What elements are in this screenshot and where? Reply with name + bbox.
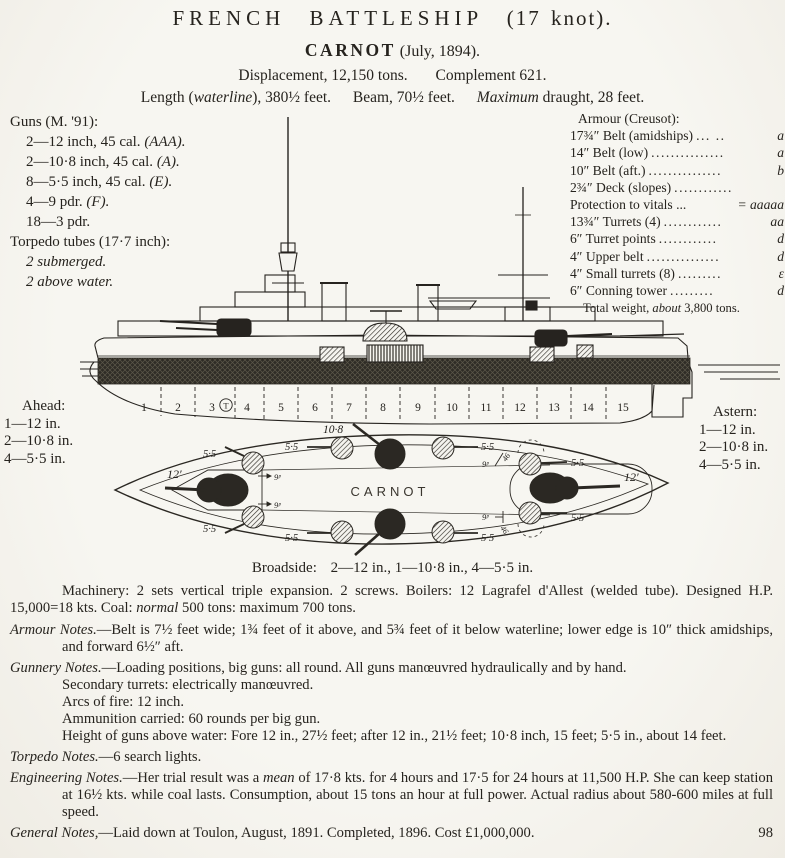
- series-speed: (17 knot).: [506, 6, 613, 30]
- fore-mast: [272, 117, 304, 321]
- secondary-gun-label: 5·5: [203, 524, 217, 535]
- gunnery-note-line: Arcs of fire: 12 inch.: [62, 694, 184, 710]
- aft-mast: [498, 187, 548, 321]
- hull-section-number: 12: [514, 402, 526, 414]
- engineering-notes-title: Engineering Notes.: [10, 770, 123, 786]
- armour-row: 4″ Upper belt ............... d: [570, 248, 784, 264]
- top-108-turret: [353, 424, 405, 469]
- hull-section-number: 2: [175, 402, 181, 414]
- plan-ship-name: CARNOT: [350, 484, 430, 499]
- armour-row: Protection to vitals ... = aaaaa: [570, 197, 784, 213]
- nine-pdr-label: 9ᵖ: [274, 500, 281, 510]
- armour-notes: Armour Notes.—Belt is 7½ feet wide; 1¾ feet of it above, and 5¾ feet of it below waterline; lower edge is 10″ thick amidships, and forward 6½″ aft.: [10, 622, 773, 655]
- beam: Beam, 70½ feet.: [352, 89, 455, 106]
- torpedo-item: 2 submerged.: [26, 254, 107, 270]
- secondary-gun-label: 5·5: [285, 442, 299, 453]
- ship-heading: [0, 40, 785, 61]
- hull-section-number: 5: [278, 402, 284, 414]
- secondary-gun-label: 5·5: [285, 533, 299, 544]
- svg-text:T: T: [223, 400, 229, 411]
- bow-gun-label: 12′: [167, 467, 182, 481]
- page-number: 98: [758, 825, 773, 841]
- nine-pdr-label: 9ᵖ: [482, 459, 489, 469]
- broadside-label: Broadside:: [251, 560, 317, 576]
- torpedo-notes: Torpedo Notes.—6 search lights.: [10, 749, 202, 765]
- hull-section-number: 1: [141, 402, 147, 414]
- secondary-gun-label: 5·5: [203, 449, 217, 460]
- hull-section-number: 8: [380, 402, 386, 414]
- armour-total-weight: Total weight, about 3,800 tons.: [583, 301, 740, 316]
- nine-pdr-label: 9ᵖ: [482, 512, 489, 522]
- armour-row: 10″ Belt (aft.) ............... b: [570, 162, 784, 178]
- hull-section-number: 9: [415, 402, 421, 414]
- ahead-item: 1—12 in.: [4, 415, 61, 432]
- hull-section-number: 10: [446, 402, 458, 414]
- torpedo-item: 2 above water.: [26, 274, 114, 290]
- ahead-item: 4—5·5 in.: [4, 450, 66, 467]
- arc-of-fire-label: 46: [498, 523, 511, 536]
- broadside-line: [0, 560, 785, 577]
- gunnery-notes: Gunnery Notes.—Loading positions, big guns: all round. All guns manœuvred hydraulically and by hand. Secondary turrets: electrically manœuvred. Arcs of fire: 12 inch. Ammunition carried: 60 rounds per big gun. Height of guns above water: Fore 12 in., 27½ feet; after 12 in., 21½ feet; 10·8 inch, 15 feet; 5·5 in., about 14 feet.: [10, 660, 773, 745]
- torpedo-notes-title: Torpedo Notes.: [10, 749, 99, 765]
- deck-plan-drawing: [110, 420, 675, 558]
- armour-row: 13¾″ Turrets (4) ............ aa: [570, 214, 784, 230]
- torpedo-heading: Torpedo tubes (17·7 inch):: [10, 234, 171, 250]
- nine-pdr-label: 9ᵖ: [274, 472, 281, 482]
- gun-item: 4—9 pdr. (F).: [26, 194, 110, 210]
- midship-turret: [363, 311, 407, 341]
- profile-drawing: [80, 115, 785, 430]
- secondary-gun-label: 5·5: [571, 513, 585, 524]
- astern-heading: Astern:: [713, 404, 758, 420]
- gunnery-note-line: Secondary turrets: electrically manœuvred.: [62, 677, 314, 693]
- funnels: [320, 283, 440, 321]
- armour-row: 17¾″ Belt (amidships) ... .. a: [570, 128, 784, 144]
- hull-section-number: 7: [346, 402, 352, 414]
- hull-section-numbers: [141, 402, 629, 414]
- ship-date: (July, 1894).: [399, 43, 481, 60]
- header: [0, 6, 785, 107]
- general-notes-title: General Notes,: [10, 825, 99, 841]
- arc-of-fire-label: 46: [500, 451, 513, 464]
- armour-row: 4″ Small turrets (8) ......... ε: [570, 265, 784, 281]
- hull-section-number: 6: [312, 402, 318, 414]
- gun-item: 18—3 pdr.: [26, 214, 91, 230]
- complement: Complement 621.: [435, 67, 547, 84]
- secondary-gun-label: 5·5: [571, 458, 585, 469]
- hull-section-number: 3: [209, 402, 215, 414]
- broadside-value: 2—12 in., 1—10·8 in., 4—5·5 in.: [330, 560, 534, 576]
- armour-row: 6″ Conning tower ......... d: [570, 283, 784, 299]
- length: Length (waterline), 380½ feet.: [140, 89, 332, 106]
- hull-section-number: 15: [617, 402, 629, 414]
- astern-item: 1—12 in.: [699, 421, 756, 438]
- stats-line: [0, 67, 785, 85]
- armour-notes-title: Armour Notes.: [10, 622, 97, 638]
- gun-item: 2—12 inch, 45 cal. (AAA).: [26, 134, 186, 150]
- armour-heading: Armour (Creusot):: [578, 111, 680, 126]
- hull-section-number: 14: [582, 402, 594, 414]
- armour-row: 2¾″ Deck (slopes) ............: [570, 179, 733, 195]
- hull-section-number: 13: [548, 402, 560, 414]
- stern-gun-label: 12′: [624, 470, 639, 484]
- top-gun-label: 10·8: [323, 424, 344, 436]
- gunnery-note-line: Ammunition carried: 60 rounds per big gun.: [62, 711, 321, 727]
- machinery-paragraph: Machinery: 2 sets vertical triple expansion. 2 screws. Boilers: 12 Lagrafel d'Allest (welded tube). Designed H.P. 15,000=18 kts. Coal: normal 500 tons: maximum 700 tons.: [10, 583, 773, 616]
- general-notes: General Notes,—Laid down at Toulon, August, 1891. Completed, 1896. Cost £1,000,000. 98: [10, 825, 773, 841]
- gun-item: 2—10·8 inch, 45 cal. (A).: [26, 154, 180, 170]
- stern-12in-turret: [530, 473, 620, 503]
- displacement: Displacement, 12,150 tons.: [238, 67, 408, 84]
- page-title: [0, 6, 785, 31]
- gunnery-notes-title: Gunnery Notes.: [10, 660, 102, 676]
- series-title: FRENCH BATTLESHIP: [172, 6, 483, 30]
- draught: Maximum draught, 28 feet.: [476, 89, 645, 106]
- secondary-gun-label: 5·5: [481, 533, 495, 544]
- hull-section-number: 11: [480, 402, 492, 414]
- armour-row: 14″ Belt (low) ............... a: [570, 145, 784, 161]
- armour-row: 6″ Turret points ............ d: [570, 231, 784, 247]
- ahead-heading: Ahead:: [22, 398, 66, 414]
- gun-item: 8—5·5 inch, 45 cal. (E).: [26, 174, 173, 190]
- notes-section: [10, 583, 773, 842]
- secondary-gun-label: 5·5: [481, 442, 495, 453]
- bottom-108-turret: [355, 509, 405, 555]
- guns-heading: Guns (M. '91):: [10, 114, 99, 130]
- astern-fire-list: [699, 404, 768, 474]
- gunnery-note-line: Height of guns above water: Fore 12 in., 27½ feet; after 12 in., 21½ feet; 10·8 inch, 15 feet; 5·5 in., about 14 feet.: [62, 728, 727, 744]
- ahead-fire-list: [4, 398, 73, 468]
- t-marker: [220, 399, 232, 411]
- dimensions-line: [0, 89, 785, 107]
- engineering-notes: Engineering Notes.—Her trial result was a mean of 17·8 kts. for 4 hours and 17·5 for 24 hours at 11,500 H.P. She can keep station at 16½ kts. while coal lasts. Consumption, about 15 tons an hour at full power. Actual radius about 580-600 miles at full speed.: [10, 770, 773, 820]
- hull-section-number: 4: [244, 402, 250, 414]
- ahead-item: 2—10·8 in.: [4, 433, 74, 449]
- astern-item: 2—10·8 in.: [699, 439, 769, 455]
- astern-item: 4—5·5 in.: [699, 456, 761, 473]
- ship-name: CARNOT: [304, 40, 396, 60]
